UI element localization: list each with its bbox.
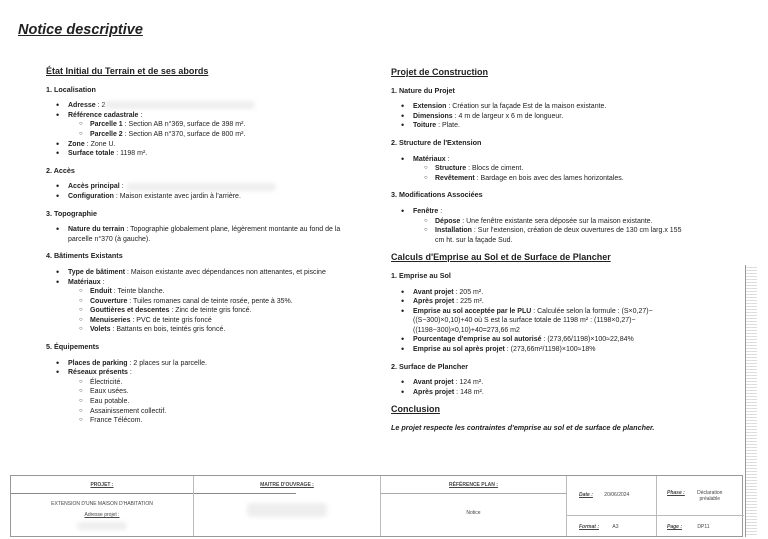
item-text: : Section AB n°369, surface de 398 m². — [122, 121, 246, 129]
list-item — [46, 192, 346, 202]
item-label: Revêtement — [435, 174, 475, 182]
item-label: Référence cadastrale — [68, 111, 139, 119]
list-item — [391, 297, 691, 307]
sub-list-item — [46, 407, 346, 417]
section-heading: Conclusion — [391, 404, 440, 415]
item-text: : 2 places sur la parcelle. — [127, 359, 207, 367]
ref-value: Notice — [466, 510, 481, 516]
item-label: Après projet — [413, 388, 455, 396]
sub-list-item — [46, 306, 346, 316]
subsection-heading: 2. Surface de Plancher — [391, 361, 469, 371]
item-text: : Topographie globalement plane, légèrement montante au fond de la parcelle n°370 (à gauche). — [68, 226, 341, 243]
list-item — [391, 388, 691, 398]
item-label: Dimensions — [413, 112, 453, 120]
item-text: : — [100, 278, 105, 286]
item-text: : Tuiles romanes canal de teinte rosée, pente à 35%. — [127, 297, 293, 305]
item-text: : 205 m². — [453, 288, 484, 296]
date-label: Date : — [579, 492, 593, 498]
subsection-heading: 1. Localisation — [46, 84, 96, 94]
page-value: DP11 — [697, 524, 710, 530]
maitre-label: MAITRE D'OUVRAGE : — [260, 482, 314, 488]
list-item — [391, 207, 691, 245]
item-label: Nature du terrain — [68, 226, 125, 234]
item-label: Type de bâtiment — [68, 268, 126, 276]
item-label: Accès principal — [68, 183, 120, 191]
item-text: : (273,66m²/1198)×100≈18% — [504, 346, 596, 354]
item-text: Eaux usées. — [90, 388, 129, 396]
format-label: Format : — [579, 524, 599, 530]
sub-list-item — [46, 287, 346, 297]
item-text: : Calculée selon la formule : (S×0,27)−((S−300)×0,10)+40 où S est la surface totale de 1198 m² : (1198×0,27)−((1198−300)×0,10)+40=273,66 m2 — [413, 307, 653, 334]
list-item — [391, 307, 691, 336]
date-format-cell — [567, 476, 657, 536]
item-label: Volets — [90, 326, 111, 334]
sub-list-item — [46, 378, 346, 388]
list-item — [46, 278, 346, 336]
item-label: Extension — [413, 103, 447, 111]
item-text: : 4 m de largeur x 6 m de longueur. — [452, 112, 564, 120]
item-label: Configuration — [68, 192, 114, 200]
sub-list — [68, 120, 346, 139]
projet-value: EXTENSION D'UNE MAISON D'HABITATION — [51, 501, 153, 507]
list-item — [391, 121, 691, 131]
phase-value: Déclaration préalable — [697, 490, 723, 502]
item-label: Surface totale — [68, 150, 115, 158]
item-text: : Plate. — [436, 122, 460, 130]
item-text: Eau potable. — [90, 398, 130, 406]
subsection-heading: 3. Modifications Associées — [391, 190, 483, 200]
item-label: Matériaux — [68, 278, 101, 286]
phase-label: Phase : — [667, 490, 685, 496]
item-label: Avant projet — [413, 288, 454, 296]
subsection-heading: 2. Structure de l'Extension — [391, 137, 482, 147]
item-text: France Télécom. — [90, 417, 143, 425]
item-text: : 2 — [95, 102, 106, 110]
subsection-heading: 1. Emprise au Sol — [391, 270, 451, 280]
item-text: : — [438, 207, 443, 215]
item-label: Menuiseries — [90, 316, 131, 324]
item-label: Emprise au sol acceptée par le PLU — [413, 307, 532, 315]
list-item — [46, 149, 346, 159]
subsection-heading: 3. Topographie — [46, 208, 97, 218]
bullet-list — [391, 155, 691, 184]
title-block — [10, 475, 743, 537]
item-label: Parcelle 1 — [90, 121, 123, 129]
item-label: Enduit — [90, 288, 112, 296]
list-item — [391, 345, 691, 355]
bullet-list — [46, 182, 346, 201]
item-text: : Zinc de teinte gris foncé. — [169, 307, 252, 315]
item-text: : Une fenêtre existante sera déposée sur la maison existante. — [460, 217, 653, 225]
item-text: : — [119, 183, 126, 191]
item-text: : Bardage en bois avec des lames horizontales. — [474, 174, 624, 182]
subsection-heading: 1. Nature du Projet — [391, 85, 455, 95]
left-column — [46, 67, 346, 433]
section-heading: État Initial du Terrain et de ses abords — [46, 66, 209, 76]
subsection-heading: 2. Accès — [46, 165, 75, 175]
phase-page-cell — [657, 476, 744, 536]
item-text: : (273,66/1198)×100≈22,84% — [541, 336, 634, 344]
sub-list-item — [46, 316, 346, 326]
sub-list-item — [391, 164, 691, 174]
redacted-text — [126, 183, 276, 191]
sub-list-item — [46, 397, 346, 407]
bullet-list — [391, 288, 691, 355]
item-text: : — [138, 111, 143, 119]
subsection-heading: 4. Bâtiments Existants — [46, 251, 123, 261]
list-item — [46, 268, 346, 278]
sub-list-item — [46, 387, 346, 397]
item-text: : Maison existante avec jardin à l'arrière. — [113, 192, 241, 200]
item-label: Matériaux — [413, 155, 446, 163]
list-item — [391, 102, 691, 112]
bullet-list — [391, 207, 691, 245]
sub-list-item — [46, 120, 346, 130]
date-value: 20/06/2024 — [604, 492, 630, 498]
item-text: : Section AB n°370, surface de 800 m². — [122, 130, 246, 138]
list-item — [46, 225, 346, 244]
item-label: Zone — [68, 140, 85, 148]
legal-side-notice — [745, 265, 757, 537]
item-label: Toiture — [413, 122, 437, 130]
list-item — [391, 335, 691, 345]
sub-list-item — [391, 226, 691, 245]
list-item — [46, 359, 346, 369]
item-label: Gouttières et descentes — [90, 307, 170, 315]
format-value: A3 — [612, 524, 619, 530]
item-label: Réseaux présents — [68, 369, 128, 377]
item-label: Couverture — [90, 297, 128, 305]
item-text: : 225 m². — [454, 298, 484, 306]
redacted-text — [105, 101, 255, 109]
sub-list-item — [46, 297, 346, 307]
item-text: : Création sur la façade Est de la maison existante. — [446, 103, 607, 111]
item-text: : Maison existante avec dépendances non attenantes, et piscine — [125, 268, 326, 276]
item-label: Installation — [435, 227, 472, 235]
page-title: Notice descriptive — [18, 22, 143, 38]
list-item — [46, 182, 346, 192]
item-text: : Blocs de ciment. — [466, 165, 524, 173]
conclusion-text: Le projet respecte les contraintes d'emprise au sol et de surface de plancher. — [391, 423, 655, 433]
section-heading: Projet de Construction — [391, 67, 489, 77]
sub-list-item — [46, 416, 346, 426]
section-heading: Calculs d'Emprise au Sol et de Surface de Plancher — [391, 252, 611, 263]
list-item — [46, 101, 346, 111]
redacted-owner — [247, 503, 327, 517]
redacted-address — [77, 522, 127, 530]
item-label: Dépose — [435, 217, 461, 225]
list-item — [391, 155, 691, 184]
bullet-list — [46, 101, 346, 159]
item-text: : 124 m². — [453, 379, 484, 387]
projet-cell — [11, 476, 194, 536]
subsection-heading: 5. Équipements — [46, 342, 100, 352]
item-text: : Zone U. — [84, 140, 116, 148]
list-item — [46, 140, 346, 150]
item-label: Après projet — [413, 298, 455, 306]
item-text: : Battants en bois, teintés gris foncé. — [110, 326, 226, 334]
sub-list — [68, 287, 346, 335]
item-text: Électricité. — [90, 378, 123, 386]
sub-list — [413, 164, 691, 183]
page-label: Page : — [667, 524, 683, 530]
item-text: Assainissement collectif. — [90, 407, 167, 415]
item-label: Emprise au sol après projet — [413, 346, 505, 354]
item-label: Places de parking — [68, 359, 128, 367]
item-label: Avant projet — [413, 379, 454, 387]
list-item — [46, 368, 346, 426]
ref-label: RÉFÉRENCE PLAN : — [449, 482, 498, 488]
bullet-list — [391, 378, 691, 397]
item-text: : — [445, 155, 450, 163]
bullet-list — [391, 102, 691, 131]
sub-list-item — [391, 174, 691, 184]
adresse-label: Adresse projet : — [84, 512, 120, 518]
item-label: Structure — [435, 165, 467, 173]
item-label: Parcelle 2 — [90, 130, 123, 138]
bullet-list — [46, 225, 346, 244]
item-text: : Teinte blanche. — [111, 288, 165, 296]
item-label: Pourcentage d'emprise au sol autorisé — [413, 336, 542, 344]
maitre-cell — [194, 476, 381, 536]
item-text: : 148 m². — [454, 388, 484, 396]
item-text: : 1198 m². — [114, 150, 148, 158]
right-column — [391, 68, 691, 433]
item-label: Adresse — [68, 102, 96, 110]
bullet-list — [46, 359, 346, 426]
sub-list-item — [46, 325, 346, 335]
item-text: : PVC de teinte gris foncé — [130, 316, 212, 324]
sub-list — [413, 217, 691, 246]
bullet-list — [46, 268, 346, 335]
list-item — [391, 288, 691, 298]
reference-cell — [381, 476, 567, 536]
list-item — [391, 112, 691, 122]
sub-list-item — [391, 217, 691, 227]
projet-label: PROJET : — [90, 482, 114, 488]
list-item — [46, 111, 346, 140]
sub-list — [68, 378, 346, 426]
sub-list-item — [46, 130, 346, 140]
item-label: Fenêtre — [413, 207, 439, 215]
item-text: : Sur l'extension, création de deux ouvertures de 130 cm larg.x 155 cm ht. sur la façade Sud. — [435, 227, 682, 244]
item-text: : — [127, 369, 132, 377]
list-item — [391, 378, 691, 388]
